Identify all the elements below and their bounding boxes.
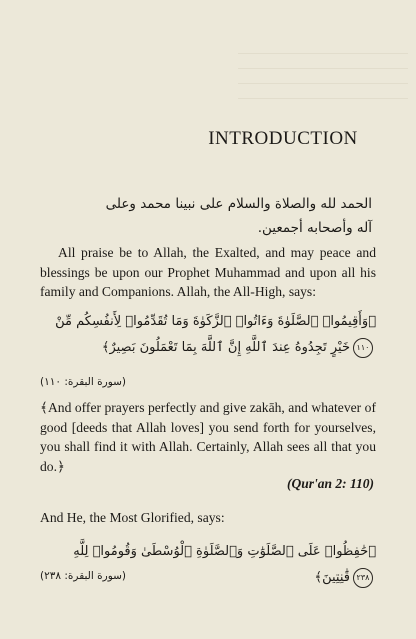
arabic-opening-line-2: آله وأصحابه أجمعين. [257, 220, 372, 236]
quran-verse-1-line-1: ﴿وَأَقِيمُوا۟ ٱلصَّلَوٰةَ وَءَاتُوا۟ ٱلزَّكَوٰةَ وَمَا تُقَدِّمُوا۟ لِأَنفُسِكُم مِّنْ [55, 314, 376, 329]
quran-citation: (Qur'an 2: 110) [286, 476, 374, 491]
page-title: INTRODUCTION [208, 128, 358, 149]
quran-verse-1-line-2 [38, 336, 376, 360]
bleed-through-text [238, 40, 408, 99]
arabic-opening-line-1: الحمد لله والصلاة والسلام على نبينا محمد وعلى [105, 196, 372, 212]
verse-number-medallion: ٢٣٨ [353, 568, 373, 588]
arabic-reference-1: (سورة البقرة: ١١٠) [40, 376, 127, 388]
verse-2-line-2-text: قَٰنِتِينَ﴾ [314, 570, 350, 585]
verse-number-medallion: ١١٠ [353, 338, 373, 358]
quran-verse-2-line-1: ﴿حَٰفِظُوا۟ عَلَى ٱلصَّلَوَٰتِ وَٱلصَّلَوٰةِ ٱلْوُسْطَىٰ وَقُومُوا۟ لِلَّهِ [73, 544, 376, 559]
verse-1-translation: ﴾And offer prayers perfectly and give zakāh, and whatever of good [deeds that Allah loves] you send forth for yourselves, you shall find it with Allah. Certainly, Allah sees all that you do.﴿ [40, 400, 376, 474]
arabic-reference-2: (سورة البقرة: ٢٣٨) [40, 570, 127, 582]
transition-paragraph: And He, the Most Glorified, says: [40, 510, 225, 525]
intro-paragraph: All praise be to Allah, the Exalted, and may peace and blessings be upon our Prophet Muhammad and upon all his family and Companions. Allah, the All-High, says: [40, 245, 376, 299]
verse-1-line-2-text: خَيْرٍ تَجِدُوهُ عِندَ ٱللَّهِ إِنَّ ٱللَّهَ بِمَا تَعْمَلُونَ بَصِيرٌ﴾ [101, 340, 350, 355]
